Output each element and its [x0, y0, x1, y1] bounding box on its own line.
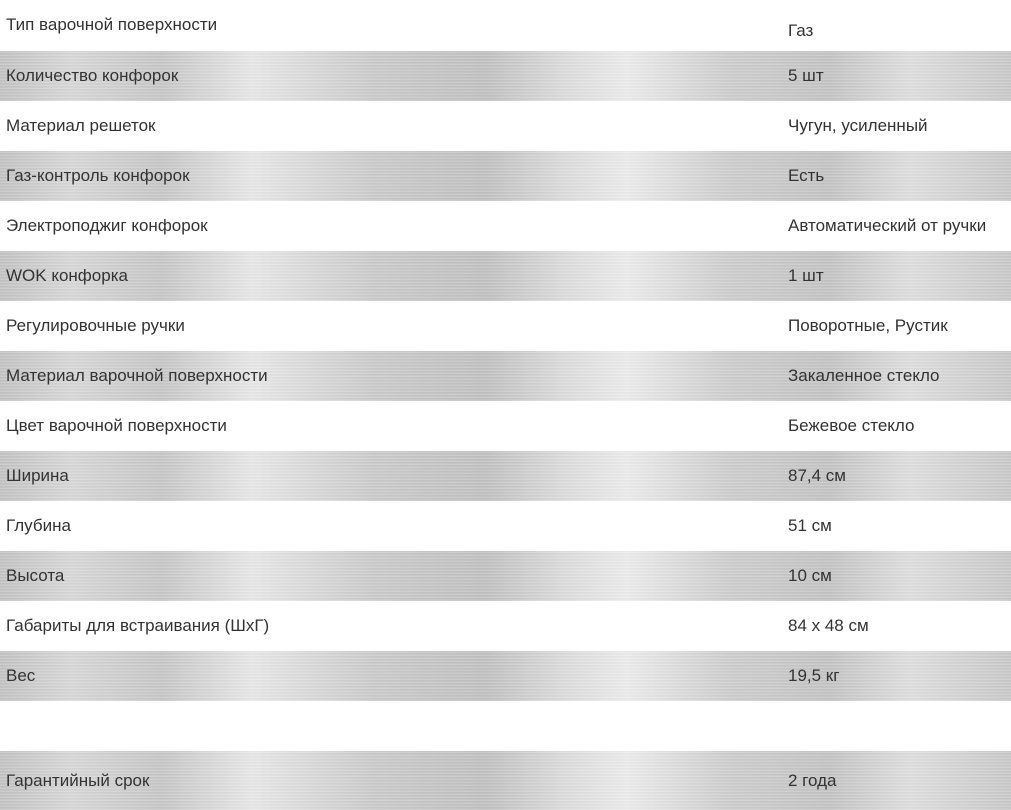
spec-row	[0, 0, 1011, 51]
spec-row	[0, 551, 1011, 601]
spec-label: Материал варочной поверхности	[6, 366, 268, 385]
spec-value: 51 см	[788, 516, 832, 535]
spec-label: Гарантийный срок	[6, 771, 150, 790]
spec-value: 10 см	[788, 566, 832, 585]
spec-value: 5 шт	[788, 66, 824, 85]
spec-row-empty	[0, 701, 1011, 751]
spec-value: 19,5 кг	[788, 666, 840, 685]
spec-label: Газ-контроль конфорок	[6, 166, 190, 185]
spec-label: Вес	[6, 666, 36, 685]
spec-row	[0, 451, 1011, 501]
spec-row	[0, 351, 1011, 401]
spec-row	[0, 751, 1011, 810]
spec-row	[0, 101, 1011, 151]
spec-label: Электроподжиг конфорок	[6, 216, 208, 235]
spec-value: 84 х 48 см	[788, 616, 869, 635]
spec-label: Материал решеток	[6, 116, 156, 135]
spec-value: Есть	[788, 166, 825, 185]
spec-row	[0, 301, 1011, 351]
spec-row	[0, 201, 1011, 251]
spec-value: Газ	[788, 21, 814, 40]
spec-value: 1 шт	[788, 266, 824, 285]
spec-label: Габариты для встраивания (ШxГ)	[6, 616, 270, 635]
spec-row	[0, 251, 1011, 301]
spec-label: Глубина	[6, 516, 71, 535]
spec-label: Цвет варочной поверхности	[6, 416, 227, 435]
spec-value: Закаленное стекло	[788, 366, 940, 385]
spec-value: Автоматический от ручки	[788, 216, 987, 235]
spec-value: Бежевое стекло	[788, 416, 915, 435]
spec-row	[0, 501, 1011, 551]
spec-label: Высота	[6, 566, 65, 585]
spec-label: Количество конфорок	[6, 66, 179, 85]
spec-value: Чугун, усиленный	[788, 116, 928, 135]
spec-row	[0, 51, 1011, 101]
spec-value: Поворотные, Рустик	[788, 316, 948, 335]
spec-row	[0, 651, 1011, 701]
spec-label: Ширина	[6, 466, 69, 485]
spec-row	[0, 601, 1011, 651]
spec-label: WOK конфорка	[6, 266, 128, 285]
spec-value: 2 года	[788, 771, 837, 790]
spec-label: Регулировочные ручки	[6, 316, 185, 335]
spec-row	[0, 401, 1011, 451]
spec-row	[0, 151, 1011, 201]
spec-value: 87,4 см	[788, 466, 846, 485]
spec-label: Тип варочной поверхности	[6, 15, 218, 34]
